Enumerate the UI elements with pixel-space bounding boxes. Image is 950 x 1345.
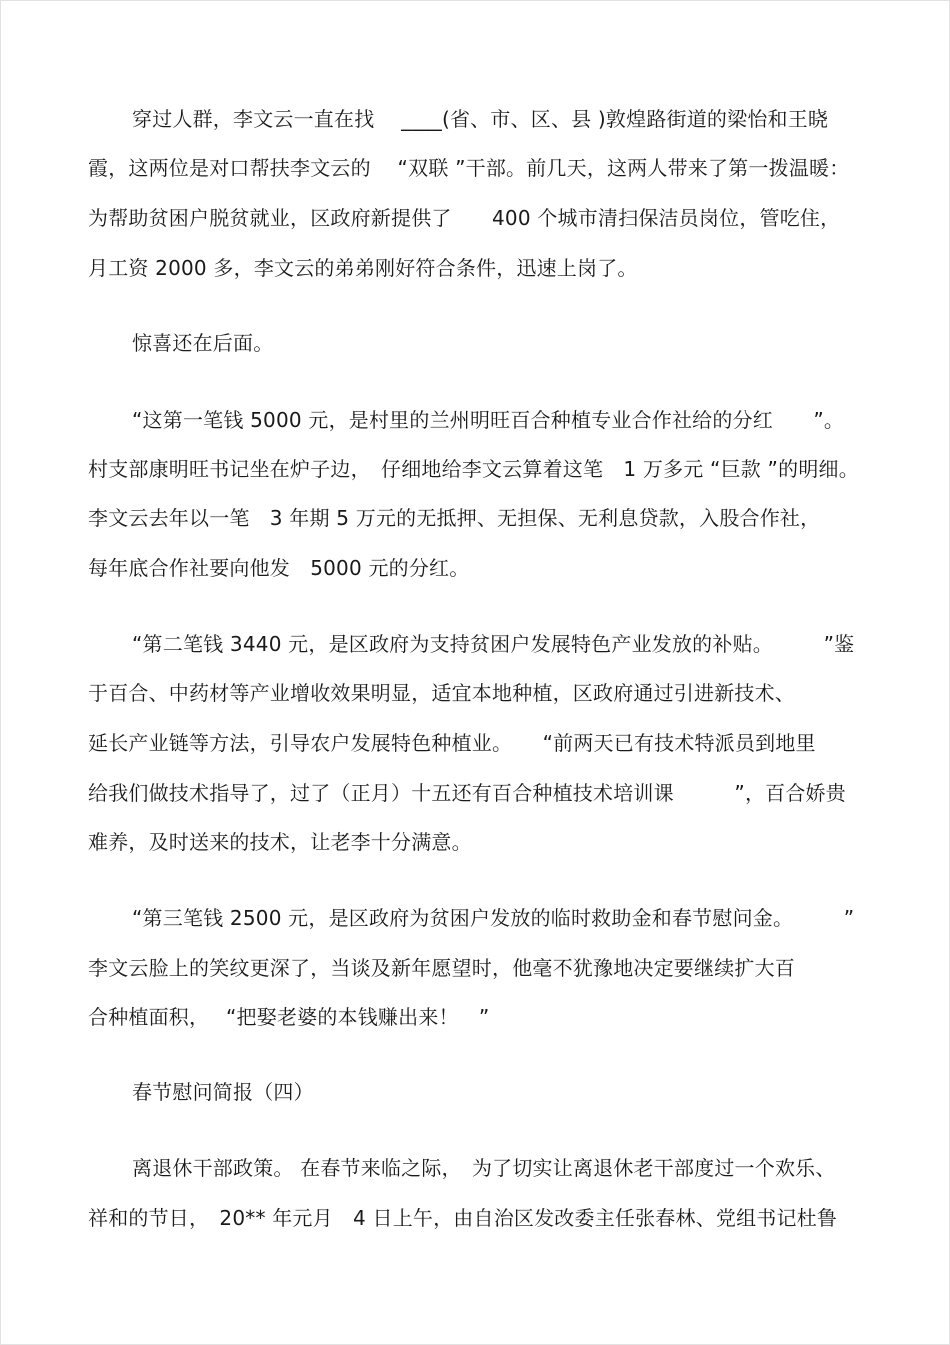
- text-line: 于百合、中药材等产业增收效果明显，适宜本地种植，区政府通过引进新技术、: [88, 681, 795, 705]
- text-line: 延长产业链等方法，引导农户发展特色种植业。 “前两天已有技术特派员到地里: [88, 731, 816, 755]
- text-line: 李文云脸上的笑纹更深了，当谈及新年愿望时，他毫不犹豫地决定要继续扩大百: [88, 956, 795, 980]
- text-line: 村支部康明旺书记坐在炉子边， 仔细地给李文云算着这笔 1 万多元 “巨款 ”的明细。: [88, 457, 859, 481]
- section-heading: 春节慰问简报（四）: [132, 1080, 314, 1104]
- text-line: “这第一笔钱 5000 元，是村里的兰州明旺百合种植专业合作社给的分红 ”。: [132, 408, 845, 432]
- text-line: 惊喜还在后面。: [132, 331, 274, 355]
- text-line: “第三笔钱 2500 元，是区政府为贫困户发放的临时救助金和春节慰问金。 ”: [132, 906, 855, 930]
- text-line: 李文云去年以一笔 3 年期 5 万元的无抵押、无担保、无利息贷款，入股合作社，: [88, 506, 821, 530]
- text-line: 为帮助贫困户脱贫就业，区政府新提供了 400 个城市清扫保洁员岗位，管吃住，: [88, 206, 841, 230]
- text-line: 合种植面积， “把娶老婆的本钱赚出来！ ”: [88, 1005, 490, 1029]
- text-line: 霞，这两位是对口帮扶李文云的 “双联 ”干部。前几天，这两人带来了第一拨温暖：: [88, 156, 850, 180]
- text-line: 离退休干部政策。 在春节来临之际， 为了切实让离退休老干部度过一个欢乐、: [132, 1156, 836, 1180]
- text-line: 给我们做技术指导了，过了（正月）十五还有百合种植技术培训课 ”，百合娇贵: [88, 781, 846, 805]
- text-line: 祥和的节日， 20** 年元月 4 日上午，由自治区发改委主任张春林、党组书记杜鲁: [88, 1206, 838, 1230]
- text-line: 难养，及时送来的技术，让老李十分满意。: [88, 830, 472, 854]
- text-line: 月工资 2000 多，李文云的弟弟刚好符合条件，迅速上岗了。: [88, 256, 638, 280]
- text-line: 穿过人群，李文云一直在找 ____(省、市、区、县 )敦煌路街道的梁怡和王晓: [132, 107, 829, 131]
- text-line: “第二笔钱 3440 元，是区政府为支持贫困户发展特色产业发放的补贴。 ”鉴: [132, 632, 855, 656]
- text-line: 每年底合作社要向他发 5000 元的分红。: [88, 556, 470, 580]
